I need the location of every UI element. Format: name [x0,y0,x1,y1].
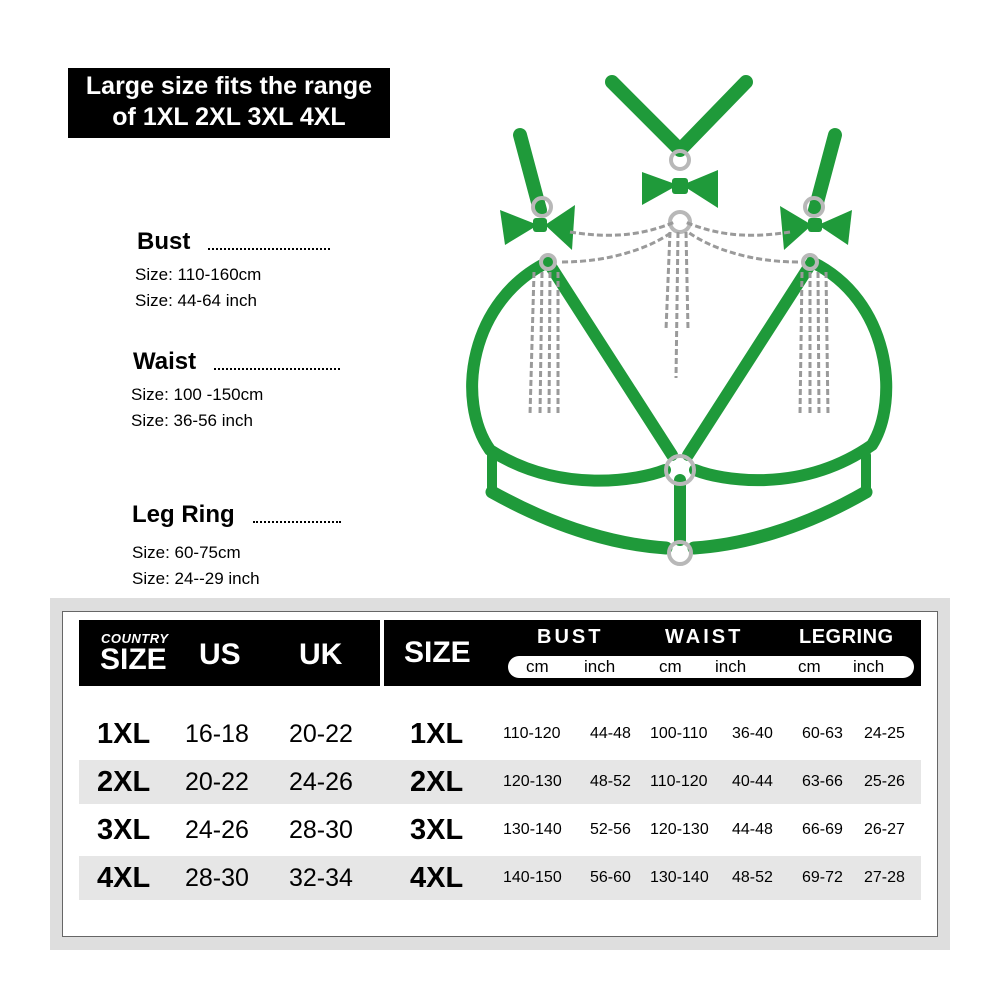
measure-waist-inch: Size: 36-56 inch [131,411,253,430]
row-size-right: 4XL [410,862,464,894]
row-size: 2XL [97,766,151,798]
measure-leg-ring-cm: Size: 60-75cm [132,543,241,562]
table-row [79,856,921,900]
table-header-left [79,620,380,686]
row-uk: 28-30 [289,816,353,844]
header-us: US [199,638,241,671]
row-uk: 24-26 [289,768,353,796]
unit-bust-cm: cm [526,657,549,676]
row-leg-inch: 26-27 [864,821,905,838]
row-waist-cm: 130-140 [650,869,709,886]
header-size-right: SIZE [404,636,471,669]
row-bust-inch: 44-48 [590,725,631,742]
unit-leg-inch: inch [853,657,885,676]
unit-waist-cm: cm [659,657,682,676]
row-waist-inch: 36-40 [732,725,773,742]
row-us: 28-30 [185,864,249,892]
header-country: COUNTRY [101,631,169,646]
row-waist-inch: 44-48 [732,821,773,838]
headline-line-2: of 1XL 2XL 3XL 4XL [112,103,346,131]
row-waist-inch: 48-52 [732,869,773,886]
row-bust-cm: 130-140 [503,821,562,838]
row-uk: 20-22 [289,720,353,748]
harness-product-image [455,70,900,570]
table-row [79,808,921,852]
table-row [79,760,921,804]
row-waist-cm: 110-120 [650,773,708,790]
row-size-right: 1XL [410,718,464,750]
row-bust-cm: 110-120 [503,725,561,742]
measure-bust-dash [208,248,330,250]
header-legring: LEGRING [799,626,894,648]
measure-waist [133,348,340,434]
row-leg-cm: 63-66 [802,773,843,790]
measure-waist-cm: Size: 100 -150cm [131,385,264,404]
row-leg-inch: 24-25 [864,725,905,742]
row-bust-inch: 52-56 [590,821,631,838]
row-size-right: 2XL [410,766,464,798]
row-bust-cm: 140-150 [503,869,562,886]
measure-waist-dash [214,368,340,370]
row-leg-inch: 25-26 [864,773,905,790]
measure-waist-title: Waist [133,348,197,375]
measure-bust-title: Bust [137,228,191,255]
row-waist-cm: 120-130 [650,821,709,838]
row-leg-cm: 66-69 [802,821,843,838]
headline-banner [68,68,390,138]
measure-leg-ring-dash [253,521,341,523]
row-bust-inch: 56-60 [590,869,631,886]
row-us: 24-26 [185,816,249,844]
header-size: SIZE [100,643,167,676]
unit-bust-inch: inch [584,657,616,676]
unit-leg-cm: cm [798,657,821,676]
row-us: 20-22 [185,768,249,796]
measure-bust-inch: Size: 44-64 inch [135,291,257,310]
header-waist: WAIST [665,626,744,648]
row-waist-inch: 40-44 [732,773,773,790]
header-bust: BUST [537,626,604,648]
row-uk: 32-34 [289,864,353,892]
measure-bust [137,228,330,314]
row-us: 16-18 [185,720,249,748]
row-leg-cm: 69-72 [802,869,843,886]
measure-leg-ring-title: Leg Ring [132,501,235,528]
row-bust-inch: 48-52 [590,773,631,790]
measure-leg-ring-inch: Size: 24--29 inch [132,569,260,588]
table-header-right [384,620,921,686]
row-leg-cm: 60-63 [802,725,843,742]
header-uk: UK [299,638,343,671]
row-size-right: 3XL [410,814,464,846]
measure-bust-cm: Size: 110-160cm [135,265,262,284]
row-size: 4XL [97,862,151,894]
unit-pill [508,656,914,678]
row-waist-cm: 100-110 [650,725,708,742]
table-row [79,712,921,756]
headline-line-1: Large size fits the range [85,72,373,100]
row-leg-inch: 27-28 [864,869,905,886]
row-bust-cm: 120-130 [503,773,562,790]
row-size: 1XL [97,718,151,750]
row-size: 3XL [97,814,151,846]
measure-leg-ring [132,501,341,592]
unit-waist-inch: inch [715,657,747,676]
